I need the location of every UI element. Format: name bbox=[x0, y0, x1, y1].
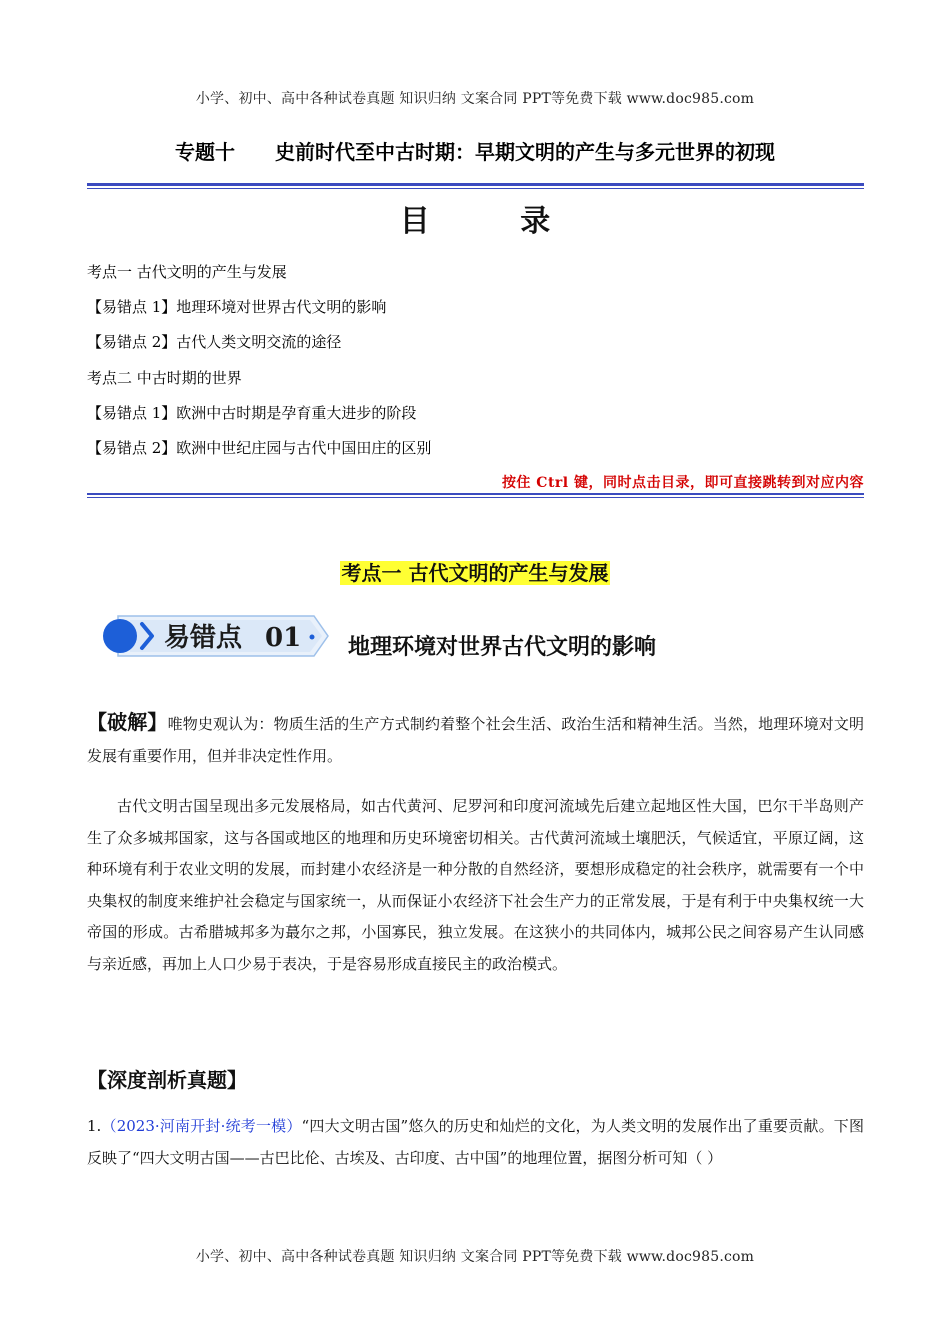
badge-dot-icon bbox=[310, 635, 315, 640]
badge-number: 01 bbox=[265, 623, 302, 653]
question-1 bbox=[87, 1111, 864, 1174]
error-point-title: 地理环境对世界古代文明的影响 bbox=[348, 635, 657, 660]
question-text: “四大文明古国”悠久的历史和灿烂的文化，为人类文明的发展作出了重要贡献。下图反映了“四大文明古国——古巴比伦、古埃及、古印度、古中国”的地理位置，据图分析可知（ ） bbox=[87, 1117, 864, 1167]
toc-item-point-1-2[interactable]: 【易错点 2】古代人类文明交流的途径 bbox=[87, 333, 342, 351]
title-divider-thin bbox=[87, 188, 864, 189]
question-number: 1. bbox=[87, 1117, 102, 1135]
badge-label: 易错点 bbox=[164, 623, 243, 653]
toc-item-topic-1[interactable]: 考点一 古代文明的产生与发展 bbox=[87, 263, 287, 281]
analysis-paragraph bbox=[87, 707, 864, 772]
topic-number: 专题十 bbox=[175, 140, 235, 164]
toc-item-point-2-1[interactable]: 【易错点 1】欧洲中古时期是孕育重大进步的阶段 bbox=[87, 404, 417, 422]
analysis-text: 唯物史观认为：物质生活的生产方式制约着整个社会生活、政治生活和精神生活。当然，地理环境对文明发展有重要作用，但并非决定性作用。 bbox=[87, 715, 864, 765]
deep-analysis-heading: 【深度剖析真题】 bbox=[87, 1068, 247, 1092]
toc-divider-thick bbox=[87, 493, 864, 495]
footer-ad-text: 小学、初中、高中各种试卷真题 知识归纳 文案合同 PPT等免费下载 www.doc985.com bbox=[195, 1249, 755, 1265]
toc-item-topic-2[interactable]: 考点二 中古时期的世界 bbox=[87, 369, 242, 387]
question-source: （2023·河南开封·统考一模） bbox=[101, 1117, 302, 1135]
section-title bbox=[0, 557, 950, 586]
title-divider-thick bbox=[87, 183, 864, 186]
error-point-badge bbox=[100, 610, 332, 662]
toc-navigation-hint: 按住 Ctrl 键，同时点击目录，即可直接跳转到对应内容 bbox=[501, 475, 864, 491]
body-paragraph: 古代文明古国呈现出多元发展格局，如古代黄河、尼罗河和印度河流域先后建立起地区性大国，巴尔干半岛则产生了众多城邦国家，这与各国或地区的地理和历史环境密切相关。古代黄河流域土壤肥沃，气候适宜，平原辽阔，这种环境有利于农业文明的发展，而封建小农经济是一种分散的自然经济，要想形成稳定的社会秩序，就需要有一个中央集权的制度来维护社会稳定与国家统一，从而保证小农经济下社会生产力的正常发展，于是有利于中央集权统一大帝国的形成。古希腊城邦多为蕞尔之邦，小国寡民，独立发展。在这狭小的共同体内，城邦公民之间容易产生认同感与亲近感，再加上人口少易于表决，于是容易形成直接民主的政治模式。 bbox=[87, 797, 864, 973]
badge-circle-icon bbox=[103, 619, 137, 653]
document-title bbox=[0, 136, 950, 165]
header-ad-text: 小学、初中、高中各种试卷真题 知识归纳 文案合同 PPT等免费下载 www.doc985.com bbox=[195, 91, 755, 107]
badge-graphic bbox=[100, 610, 332, 662]
section-title-highlight: 考点一 古代文明的产生与发展 bbox=[341, 561, 609, 585]
toc-heading: 目 录 bbox=[399, 204, 591, 239]
toc-item-point-2-2[interactable]: 【易错点 2】欧洲中世纪庄园与古代中国田庄的区别 bbox=[87, 439, 432, 457]
toc-divider-thin bbox=[87, 497, 864, 498]
topic-title: 史前时代至中古时期：早期文明的产生与多元世界的初现 bbox=[275, 140, 775, 164]
analysis-label: 【破解】 bbox=[87, 710, 168, 734]
toc-item-point-1-1[interactable]: 【易错点 1】地理环境对世界古代文明的影响 bbox=[87, 298, 387, 316]
